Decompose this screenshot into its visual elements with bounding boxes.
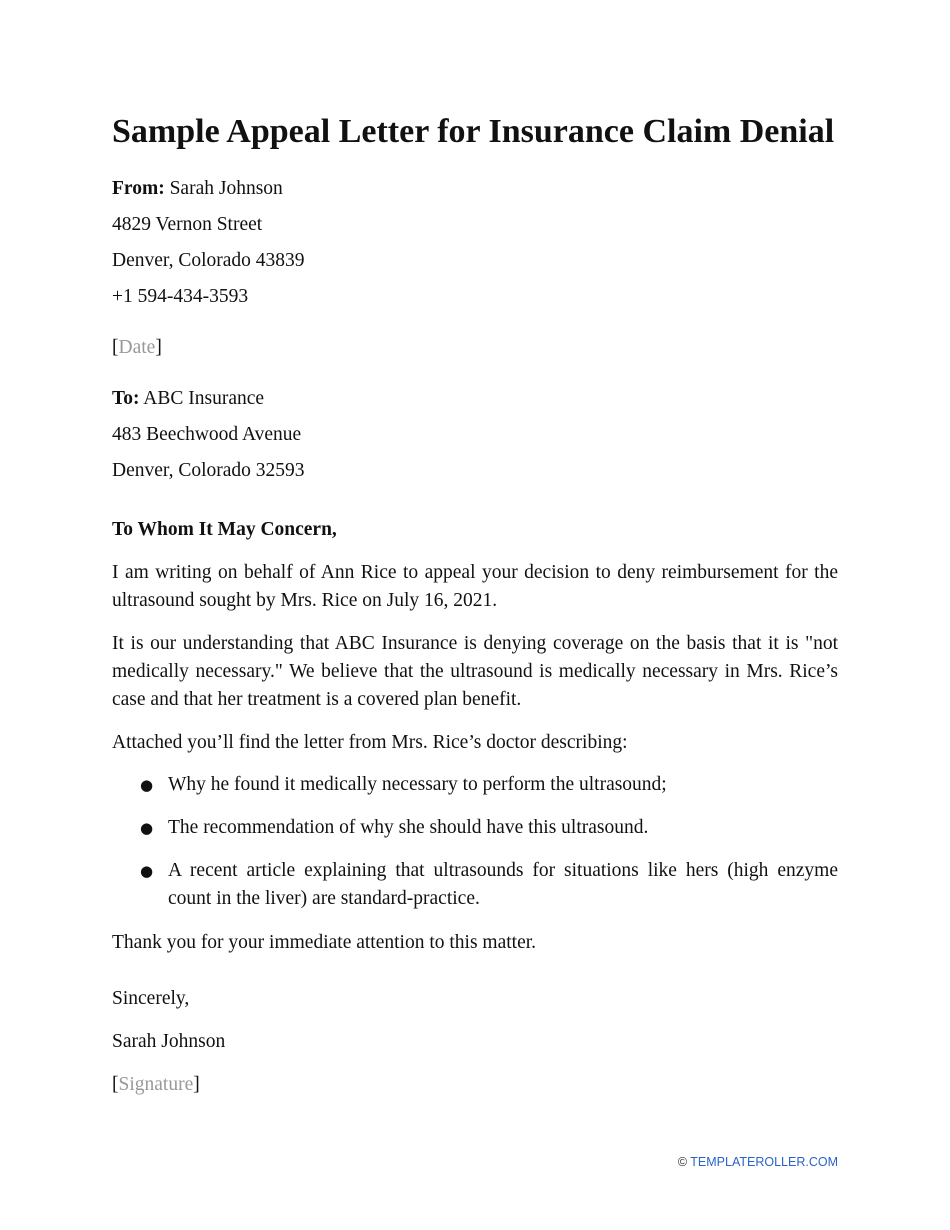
salutation: To Whom It May Concern, <box>112 519 337 540</box>
to-label: To: <box>112 388 140 409</box>
signature-field <box>112 1071 200 1099</box>
signoff: Sincerely, <box>112 988 190 1009</box>
sender-name: Sarah Johnson <box>169 178 283 199</box>
document-title: Sample Appeal Letter for Insurance Claim Denial <box>112 113 835 150</box>
paragraph-attached: Attached you’ll find the letter from Mrs. Rice’s doctor describing: <box>112 732 628 753</box>
bullet-list <box>112 771 838 928</box>
date-field <box>112 334 162 362</box>
signature-placeholder: Signature <box>118 1074 194 1095</box>
bullet-icon: ● <box>140 819 154 837</box>
recipient-street: 483 Beechwood Avenue <box>112 424 302 445</box>
sender-name-line <box>112 175 283 203</box>
paragraph-understanding: It is our understanding that ABC Insurance is denying coverage on the basis that it is "not medically necessary." We believe that the ultrasound is medically necessary in Mrs. Rice’s case and that her treatment is a covered plan benefit. <box>112 633 838 710</box>
paragraph-intro: I am writing on behalf of Ann Rice to appeal your decision to deny reimbursement for the ultrasound sought by Mrs. Rice on July 16, 2021. <box>112 562 838 611</box>
date-bracket-open: [ <box>112 337 119 358</box>
signature-bracket-open: [ <box>112 1074 119 1095</box>
recipient-name-line <box>112 385 264 413</box>
signer-name: Sarah Johnson <box>112 1031 226 1052</box>
recipient-city: Denver, Colorado 32593 <box>112 460 305 481</box>
from-label: From: <box>112 178 165 199</box>
closing-paragraph: Thank you for your immediate attention to this matter. <box>112 932 537 953</box>
bullet-icon: ● <box>140 776 154 794</box>
recipient-name: ABC Insurance <box>143 388 265 409</box>
sender-street: 4829 Vernon Street <box>112 214 263 235</box>
list-item <box>112 771 838 799</box>
bullet-text: A recent article explaining that ultrasounds for situations like hers (high enzyme count in the liver) are standard-practice. <box>168 860 838 909</box>
list-item <box>112 857 838 913</box>
date-bracket-close: ] <box>155 337 162 358</box>
footer-credit <box>678 1155 838 1169</box>
bullet-text: The recommendation of why she should have this ultrasound. <box>168 817 649 838</box>
date-placeholder: Date <box>118 337 156 358</box>
signature-bracket-close: ] <box>193 1074 200 1095</box>
bullet-text: Why he found it medically necessary to perform the ultrasound; <box>168 774 667 795</box>
copyright-icon: © <box>677 1155 688 1169</box>
sender-city: Denver, Colorado 43839 <box>112 250 305 271</box>
templateroller-link[interactable]: TEMPLATEROLLER.COM <box>690 1155 838 1169</box>
sender-phone: +1 594-434-3593 <box>112 286 249 307</box>
bullet-icon: ● <box>140 862 154 880</box>
list-item <box>112 814 838 842</box>
